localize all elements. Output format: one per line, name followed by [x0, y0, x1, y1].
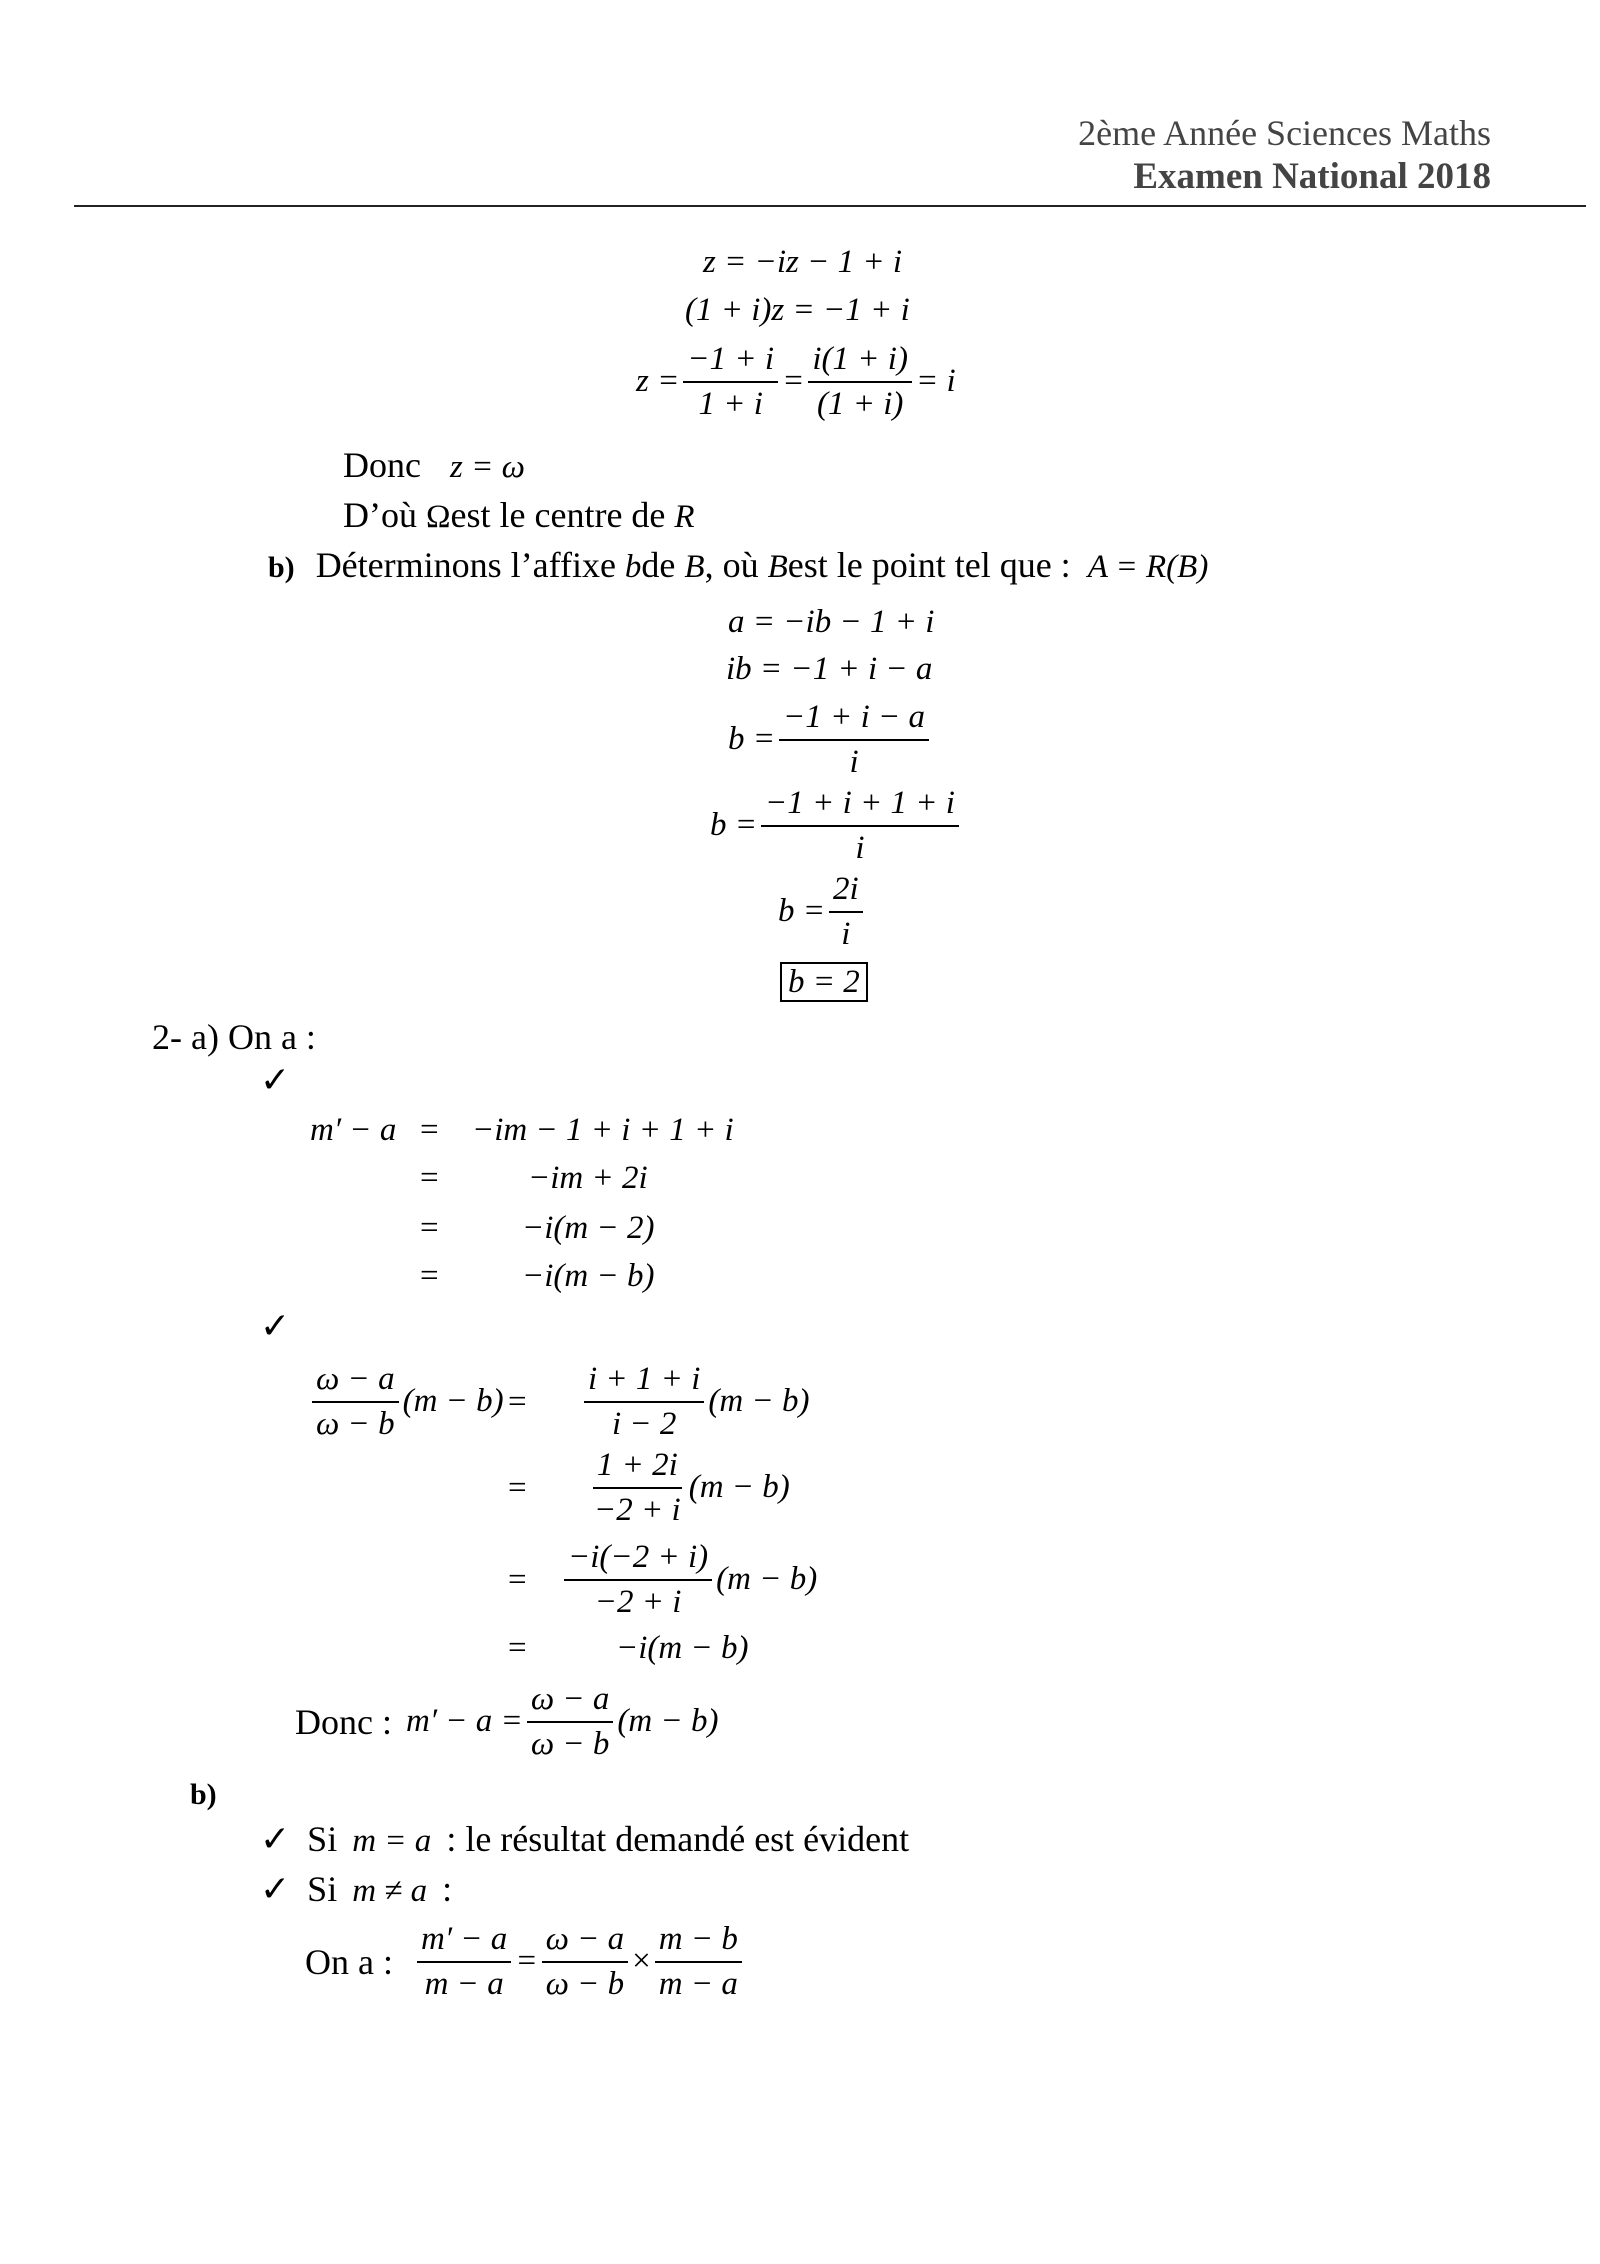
eq3-fraction-2	[808, 342, 912, 421]
dou-text: est le centre de	[450, 495, 666, 535]
part1b-var-B: B	[684, 549, 705, 585]
block1-eq-2: =	[420, 1160, 439, 1196]
ona-f1-denominator: m − a	[424, 1965, 504, 2002]
ona-times: ×	[632, 1943, 651, 1980]
block1-eq-3: =	[420, 1210, 439, 1246]
part1b-l4-fraction	[761, 786, 959, 865]
part2b-label: b)	[190, 1778, 217, 1811]
part1b-l3-lhs: b =	[728, 721, 776, 758]
part1b-line-2: ib = −1 + i − a	[726, 651, 933, 687]
block1-eq-4: =	[420, 1258, 439, 1294]
part1b-text-4: est le point tel que :	[787, 545, 1071, 585]
part2a-donc-numerator: ω − a	[527, 1682, 614, 1723]
case1-text: : le résultat demandé est évident	[446, 1819, 910, 1859]
block1-row-3: −i(m − 2)	[522, 1210, 655, 1246]
eq3-f2-numerator: i(1 + i)	[808, 342, 912, 383]
block2-lhs-fraction	[312, 1362, 399, 1441]
block2-r3-denominator: −2 + i	[594, 1583, 682, 1620]
dou-line	[343, 494, 695, 536]
part2b-case-1	[260, 1818, 909, 1860]
block2-lhs-denominator: ω − b	[316, 1405, 395, 1442]
ona-f1-numerator: m′ − a	[417, 1922, 511, 1963]
ona-f2-denominator: ω − b	[545, 1965, 625, 2002]
block2-eq-1: =	[508, 1384, 527, 1420]
part2a-donc-fraction	[527, 1682, 614, 1761]
part1b-text-1: Déterminons l’affixe	[315, 545, 616, 585]
eq3-f2-denominator: (1 + i)	[816, 385, 904, 422]
block2-r2-denominator: −2 + i	[594, 1491, 681, 1528]
block2-r2-numerator: 1 + 2i	[593, 1448, 682, 1489]
block1-lhs: m′ − a	[310, 1112, 397, 1148]
part1b-l4-numerator: −1 + i + 1 + i	[761, 786, 959, 827]
part1b-var-B2: B	[767, 549, 788, 585]
eq3-f1-denominator: 1 + i	[698, 385, 763, 422]
part1b-text-2: de	[641, 545, 676, 585]
part2b-ona-line	[305, 1922, 746, 2001]
donc-label: Donc	[343, 445, 421, 485]
ona-f3-numerator: m − b	[655, 1922, 742, 1963]
omega-symbol: Ω	[426, 499, 451, 535]
part1b-l3-numerator: −1 + i − a	[779, 700, 929, 741]
checkmark-icon: ✓	[260, 1306, 291, 1347]
donc-math: z = ω	[449, 449, 525, 485]
part1b-text-3: , où	[704, 545, 759, 585]
case1-math: m = a	[352, 1823, 432, 1859]
block2-eq-2: =	[508, 1470, 527, 1506]
part1b-line-4	[710, 786, 963, 865]
eq3-rhs: = i	[915, 363, 956, 400]
header-divider	[74, 205, 1586, 207]
eq3-fraction-1	[683, 342, 778, 421]
case2-text: :	[442, 1869, 453, 1909]
block2-row-1	[580, 1362, 809, 1441]
case2-si: Si	[307, 1869, 338, 1909]
ona-fraction-2	[542, 1922, 629, 2001]
block2-row-4: −i(m − b)	[616, 1630, 749, 1666]
part1b-result	[780, 964, 868, 1001]
part2a-heading: 2- a) On a :	[152, 1017, 316, 1057]
equation-line-3	[636, 342, 956, 421]
block2-lhs-tail: (m − b)	[402, 1383, 504, 1420]
block1-eq-1: =	[420, 1112, 439, 1148]
block1-row-4: −i(m − b)	[522, 1258, 655, 1294]
ona-fraction-3	[655, 1922, 742, 2001]
ona-equals: =	[515, 1943, 538, 1980]
dou-var-r: R	[674, 499, 695, 535]
part1b-l5-denominator: i	[841, 915, 851, 952]
part2a-donc-tail: (m − b)	[617, 1703, 719, 1740]
block2-r1-tail: (m − b)	[708, 1383, 810, 1420]
dou-label: D’où	[343, 495, 417, 535]
block2-r1-fraction	[584, 1362, 704, 1441]
checkmark-icon: ✓	[260, 1869, 291, 1910]
header-title: Examen National 2018	[1133, 156, 1491, 197]
block2-r3-tail: (m − b)	[716, 1561, 818, 1598]
checkmark-icon: ✓	[260, 1819, 291, 1860]
block2-eq-4: =	[508, 1630, 527, 1666]
ona-fraction-1	[417, 1922, 511, 2001]
part1b-line-5	[778, 872, 867, 951]
block2-r1-numerator: i + 1 + i	[584, 1362, 704, 1403]
equation-line-1: z = −iz − 1 + i	[703, 244, 903, 280]
block2-row-3	[560, 1540, 817, 1619]
part2a-donc-lhs: m′ − a =	[405, 1703, 523, 1740]
block2-lhs	[308, 1362, 504, 1441]
ona-f3-denominator: m − a	[658, 1965, 738, 2002]
part1b-label: b)	[268, 551, 295, 584]
header-subtitle: 2ème Année Sciences Maths	[1078, 113, 1491, 153]
eq3-equals: =	[782, 363, 805, 400]
block2-lhs-numerator: ω − a	[312, 1362, 399, 1403]
block1-row-1: −im − 1 + i + 1 + i	[472, 1112, 734, 1148]
part1b-l5-lhs: b =	[778, 893, 826, 930]
part1b-l3-fraction	[779, 700, 929, 779]
block2-r3-fraction	[564, 1540, 712, 1619]
part2a-donc-label: Donc :	[295, 1701, 392, 1742]
part1b-line-3	[728, 700, 933, 779]
part1b-l5-fraction	[829, 872, 863, 951]
eq3-lhs: z =	[636, 363, 680, 400]
part2b-case-2	[260, 1868, 452, 1910]
part1b-l3-denominator: i	[849, 743, 859, 780]
part1b-statement	[268, 544, 1208, 586]
part1b-line-1: a = −ib − 1 + i	[728, 604, 935, 640]
equation-line-2: (1 + i)z = −1 + i	[685, 292, 910, 328]
block2-r1-denominator: i − 2	[611, 1405, 677, 1442]
eq3-f1-numerator: −1 + i	[683, 342, 778, 383]
donc-line	[343, 444, 525, 486]
case1-si: Si	[307, 1819, 338, 1859]
block2-row-2	[586, 1448, 790, 1527]
result-box: b = 2	[780, 962, 868, 1002]
ona-label: On a :	[305, 1941, 393, 1982]
block2-r2-fraction	[590, 1448, 685, 1527]
part1b-l4-lhs: b =	[710, 807, 758, 844]
case2-math: m ≠ a	[352, 1873, 428, 1909]
part1b-l4-denominator: i	[855, 829, 865, 866]
part2a-donc-denominator: ω − b	[530, 1725, 610, 1762]
checkmark-icon: ✓	[260, 1060, 291, 1101]
block1-row-2: −im + 2i	[528, 1160, 648, 1196]
part1b-condition: A = R(B)	[1087, 549, 1209, 585]
block2-r2-tail: (m − b)	[688, 1469, 790, 1506]
part1b-var-b: b	[624, 549, 642, 585]
block2-eq-3: =	[508, 1562, 527, 1598]
part2a-conclusion	[295, 1682, 719, 1761]
block2-r3-numerator: −i(−2 + i)	[564, 1540, 712, 1581]
ona-f2-numerator: ω − a	[542, 1922, 629, 1963]
part1b-l5-numerator: 2i	[829, 872, 863, 913]
